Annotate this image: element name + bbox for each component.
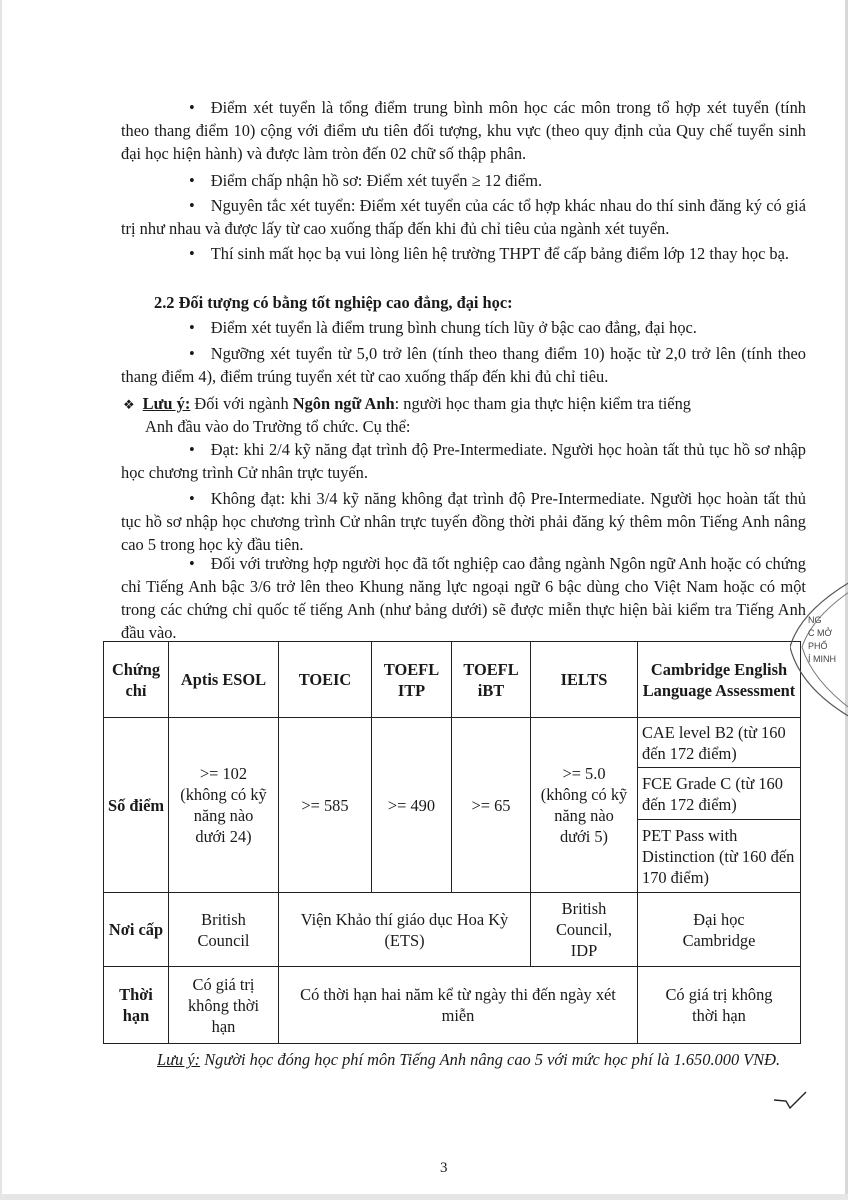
text: tất thủ tục hồ sơ nhập học chương trình Cử nhân trực tuyến đồng thời phải đăng ký thêm môn Tiếng Anh nâng cao 5 trong học kỳ đầu tiên. xyxy=(121,489,806,554)
header-cell: Cambridge English Language Assessment xyxy=(638,642,801,718)
bullet-icon: • xyxy=(189,318,195,337)
note-label: Lưu ý: xyxy=(142,394,191,413)
note-bold: Ngôn ngữ Anh xyxy=(292,394,395,413)
stamp-text: NG xyxy=(808,615,822,625)
table-row-issuer xyxy=(104,893,801,967)
text: Nguyên tắc xét tuyển: Điểm xét tuyển của các tổ hợp khác nhau do thí sinh đăng xyxy=(210,196,742,215)
text: Đối với ngành xyxy=(190,394,293,413)
bullet-icon: • xyxy=(189,171,195,190)
page-left-edge xyxy=(0,0,2,1200)
text: (tính theo thang điểm 4), điểm trúng tuyển xét từ cao xuống thấp đến khi đủ chỉ tiêu. xyxy=(121,344,806,386)
cell-ielts-issuer: British Council, IDP xyxy=(531,893,638,967)
text: : người học tham gia thực hiện kiểm tra tiếng xyxy=(394,394,691,413)
text: hồ sơ nhập học chương trình Cử nhân trực tuyến. xyxy=(121,440,806,482)
bullet-icon: • xyxy=(189,440,195,459)
paragraph-bullet-8 xyxy=(121,487,806,556)
text: Đạt: khi 2/4 kỹ năng đạt trình độ Pre-Intermediate. Người học hoàn tất thủ tục xyxy=(210,440,730,459)
certificate-table xyxy=(103,641,801,1044)
bullet-icon: • xyxy=(189,554,195,573)
table-row-score xyxy=(104,718,801,768)
bullet-icon: • xyxy=(189,344,195,363)
diamond-bullet-icon: ❖ xyxy=(123,397,135,412)
row-label-issuer: Nơi cấp xyxy=(104,893,169,967)
cell-middle-validity: Có thời hạn hai năm kể từ ngày thi đến ngày xét miễn xyxy=(279,967,638,1044)
note-english-major xyxy=(123,392,813,416)
header-cell: TOEFL ITP xyxy=(372,642,452,718)
paragraph-bullet-4 xyxy=(121,242,806,265)
text: Điểm xét tuyển là điểm trung bình chung tích lũy ở bậc cao đẳng, đại học. xyxy=(210,318,697,337)
stamp-text: PHỐ xyxy=(808,641,828,651)
text: Điểm chấp nhận hồ sơ: Điểm xét tuyển ≥ 12 điểm. xyxy=(210,171,543,190)
stamp-text: C MỞ xyxy=(808,628,833,638)
row-label-score: Số điểm xyxy=(104,718,169,893)
header-cell: IELTS xyxy=(531,642,638,718)
text: (tính theo thang điểm 10) cộng với điểm ưu tiên đối tượng, khu vực (theo quy định của Quy chế tuyển sinh đại học hiện hành) và được làm tròn đến 02 chữ số thập phân. xyxy=(121,98,806,163)
footnote xyxy=(121,1048,801,1072)
cell-cambridge-fce: FCE Grade C (từ 160 đến 172 điểm) xyxy=(638,768,801,820)
paragraph-bullet-5 xyxy=(121,316,806,339)
text: Ngưỡng xét tuyển từ 5,0 trở lên (tính theo thang điểm 10) hoặc từ 2,0 trở lên xyxy=(210,344,736,363)
paragraph-bullet-9 xyxy=(121,552,806,644)
cell-cambridge-validity: Có giá trị không thời hạn xyxy=(638,967,801,1044)
handwritten-check-icon xyxy=(772,1088,812,1118)
text: học bạ. xyxy=(741,244,790,263)
cell-aptis-issuer: British Council xyxy=(169,893,279,967)
official-stamp xyxy=(790,572,848,722)
cell-cambridge-cae: CAE level B2 (từ 160 đến 172 điểm) xyxy=(638,718,801,768)
text: ký có giá trị như nhau và được lấy từ cao xuống thấp đến khi đủ chỉ tiêu của ngành xét tuyển. xyxy=(121,196,806,238)
section-heading: 2.2 Đối tượng có bằng tốt nghiệp cao đẳng, đại học: xyxy=(154,293,513,312)
bullet-icon: • xyxy=(189,489,195,508)
footnote-label: Lưu ý: xyxy=(157,1050,201,1069)
cell-aptis-score: >= 102 (không có kỹ năng nào dưới 24) xyxy=(169,718,279,893)
header-cell: Chứng chỉ xyxy=(104,642,169,718)
paragraph-bullet-2 xyxy=(121,169,806,192)
bullet-icon: • xyxy=(189,196,195,215)
text: có chứng chỉ Tiếng Anh bậc 3/6 trở lên theo Khung năng lực ngoại ngữ 6 bậc dùng cho Việt Nam hoặc có một trong các chứng chỉ quốc tế tiếng Anh (như bảng dưới) sẽ được miễn thực hiện bài kiểm tra Tiếng Anh đầu vào. xyxy=(121,554,806,642)
bullet-icon: • xyxy=(189,244,195,263)
page-bottom-edge xyxy=(0,1194,848,1200)
paragraph-bullet-7 xyxy=(121,438,806,484)
page-number: 3 xyxy=(440,1160,448,1176)
text: Đối với trường hợp người học đã tốt nghiệp cao đẳng ngành Ngôn ngữ Anh hoặc xyxy=(210,554,742,573)
table-row-validity xyxy=(104,967,801,1044)
stamp-text: Í MINH xyxy=(808,654,836,664)
cell-ets-issuer: Viện Khảo thí giáo dục Hoa Kỳ (ETS) xyxy=(279,893,531,967)
header-cell: TOEFL iBT xyxy=(452,642,531,718)
cell-toefl-ibt-score: >= 65 xyxy=(452,718,531,893)
paragraph-bullet-3 xyxy=(121,194,806,240)
paragraph-bullet-6 xyxy=(121,342,806,388)
cell-aptis-validity: Có giá trị không thời hạn xyxy=(169,967,279,1044)
footnote-text: Người học đóng học phí môn Tiếng Anh nâng cao 5 với mức học phí là 1.650.000 VNĐ. xyxy=(200,1050,781,1069)
text: Thí sinh mất học bạ vui lòng liên hệ trường THPT để cấp bảng điểm lớp 12 thay xyxy=(210,244,738,263)
cell-cambridge-issuer: Đại học Cambridge xyxy=(638,893,801,967)
table-header-row xyxy=(104,642,801,718)
text: Không đạt: khi 3/4 kỹ năng không đạt trình độ Pre-Intermediate. Người học hoàn xyxy=(210,489,759,508)
paragraph-bullet-1 xyxy=(121,96,806,165)
text: Điểm xét tuyển là tổng điểm trung bình môn học các môn trong tổ hợp xét tuyển xyxy=(210,98,770,117)
row-label-validity: Thời hạn xyxy=(104,967,169,1044)
bullet-icon: • xyxy=(189,98,195,117)
header-cell: Aptis ESOL xyxy=(169,642,279,718)
cell-ielts-score: >= 5.0 (không có kỹ năng nào dưới 5) xyxy=(531,718,638,893)
header-cell: TOEIC xyxy=(279,642,372,718)
cell-toeic-score: >= 585 xyxy=(279,718,372,893)
cell-toefl-itp-score: >= 490 xyxy=(372,718,452,893)
cell-cambridge-pet: PET Pass with Distinction (từ 160 đến 170 điểm) xyxy=(638,820,801,893)
note-line-2: Anh đầu vào do Trường tổ chức. Cụ thể: xyxy=(145,417,411,436)
